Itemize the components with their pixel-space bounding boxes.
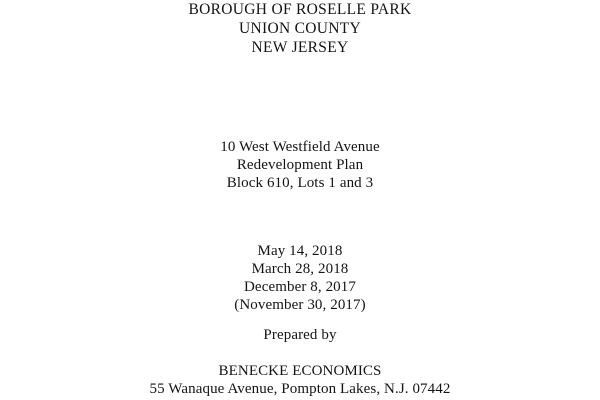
plan-parcel: Block 610, Lots 1 and 3 <box>226 175 374 191</box>
plan-address: 10 West Westfield Avenue <box>220 139 380 155</box>
firm-address: 55 Wanaque Avenue, Pompton Lakes, N.J. 07442 <box>149 381 451 397</box>
date-line: March 28, 2018 <box>251 261 349 277</box>
date-line: (November 30, 2017) <box>234 297 366 313</box>
date-line: May 14, 2018 <box>257 243 343 259</box>
firm-name: BENECKE ECONOMICS <box>218 363 382 379</box>
date-line: December 8, 2017 <box>244 279 356 295</box>
state-name: NEW JERSEY <box>251 39 349 56</box>
county-name: UNION COUNTY <box>239 20 361 37</box>
plan-title: Redevelopment Plan <box>236 157 364 173</box>
prepared-by-label: Prepared by <box>263 327 337 343</box>
borough-name: BOROUGH OF ROSELLE PARK <box>188 1 412 18</box>
